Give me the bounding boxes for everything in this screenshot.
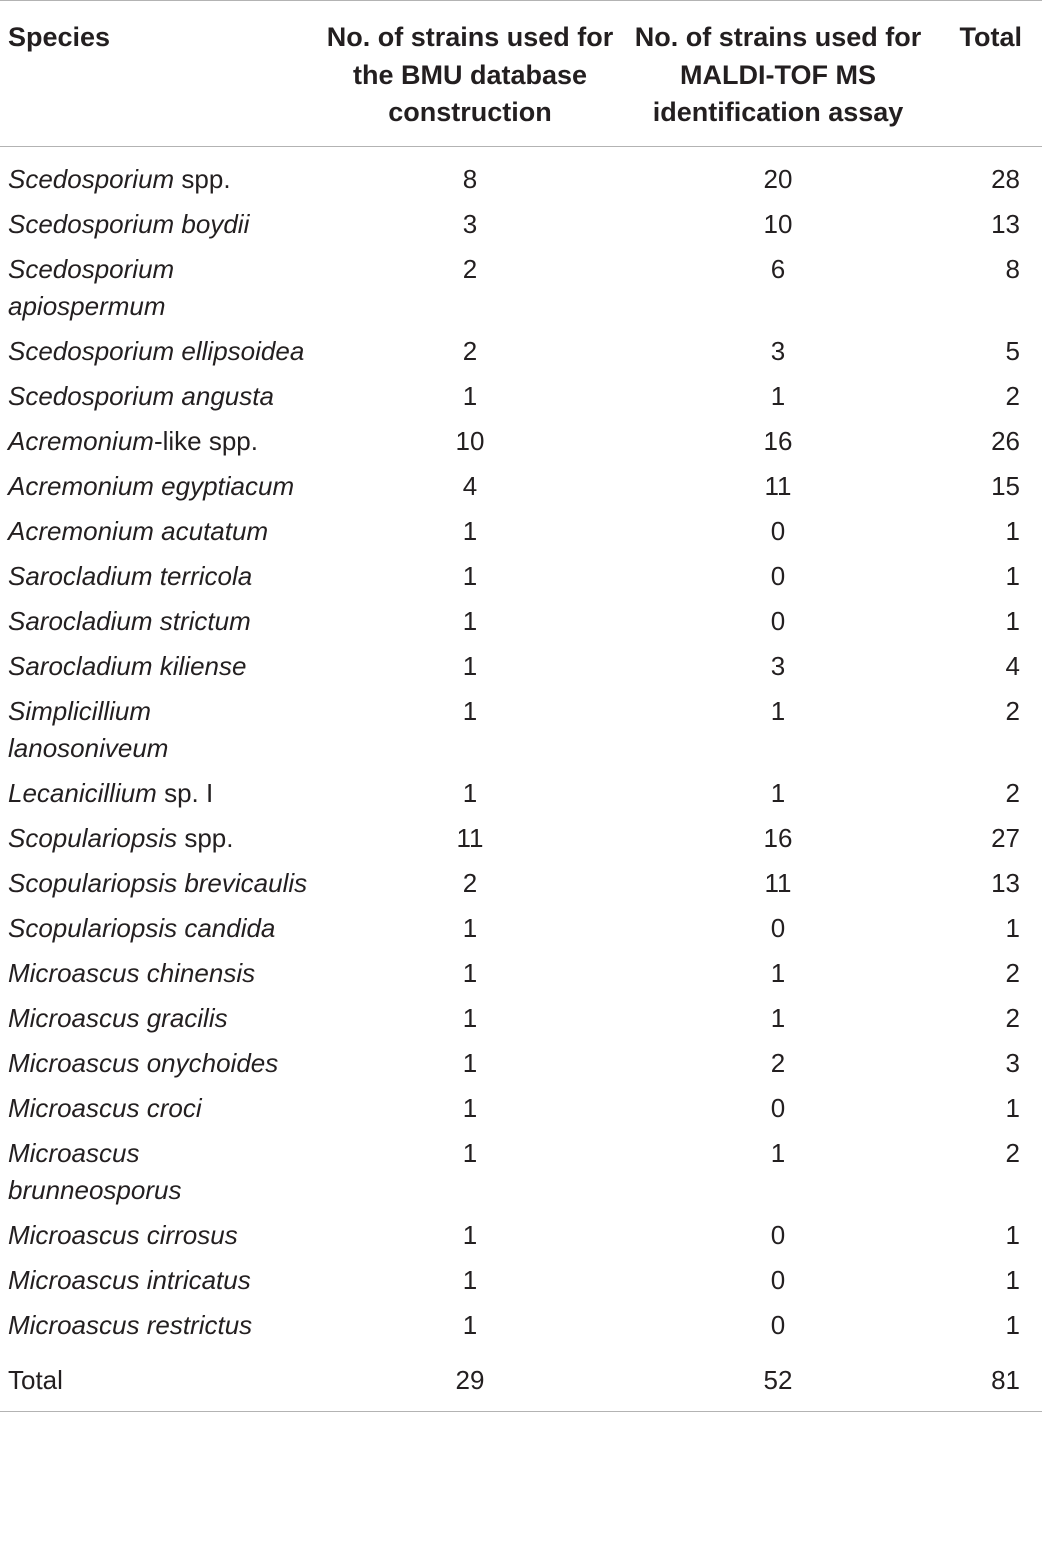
total-maldi: 52 [626,1348,930,1412]
table-row [0,146,1042,202]
bmu-count: 1 [462,695,478,726]
species-name: Acremonium egyptiacum [8,470,295,501]
maldi-count: 6 [770,253,786,284]
table-row [0,1303,1042,1348]
species-name: Scedosporium angusta [8,380,274,411]
maldi-count: 3 [770,335,786,366]
bmu-count: 4 [462,470,478,501]
maldi-count: 1 [770,957,786,988]
species-suffix: sp. I [156,777,214,808]
total-count: 26 [991,425,1020,456]
species-name: Scedosporium apiospermum [8,253,175,321]
table-row [0,1041,1042,1086]
table-row [0,599,1042,644]
maldi-count: 0 [770,560,786,591]
bmu-count: 3 [462,208,478,239]
species-name: Acremonium acutatum [8,515,269,546]
maldi-count: 0 [770,605,786,636]
species-name: Sarocladium strictum [8,605,251,636]
total-count: 1 [1005,1219,1020,1250]
table-row [0,771,1042,816]
total-count: 1 [1005,1092,1020,1123]
header-row [0,1,1042,147]
bmu-count: 1 [462,1309,478,1340]
bmu-count: 1 [462,1047,478,1078]
table-row [0,996,1042,1041]
total-count: 8 [1005,253,1020,284]
total-count: 13 [991,208,1020,239]
bmu-count: 1 [462,380,478,411]
table-row [0,1131,1042,1213]
table-row [0,644,1042,689]
species-cell [0,771,314,816]
table-row [0,861,1042,906]
bmu-count: 1 [462,912,478,943]
species-cell [0,1258,314,1303]
total-count: 4 [1005,650,1020,681]
table-row [0,554,1042,599]
bmu-count: 1 [462,777,478,808]
bmu-count: 1 [462,1137,478,1168]
bmu-count: 1 [462,650,478,681]
species-name: Microascus restrictus [8,1309,253,1340]
total-count: 2 [1005,695,1020,726]
bmu-count: 1 [462,1264,478,1295]
maldi-count: 1 [770,1137,786,1168]
maldi-count: 1 [770,777,786,808]
total-row [0,1348,1042,1412]
species-name: Microascus gracilis [8,1002,228,1033]
table-row [0,419,1042,464]
bmu-count: 1 [462,515,478,546]
table-row [0,509,1042,554]
species-cell [0,146,314,202]
species-name: Microascus brunneosporus [8,1137,182,1205]
species-name: Scedosporium ellipsoidea [8,335,305,366]
bmu-count: 1 [462,1002,478,1033]
table-row [0,247,1042,329]
total-count: 27 [991,822,1020,853]
maldi-count: 0 [770,1309,786,1340]
table-row [0,464,1042,509]
species-cell [0,861,314,906]
bmu-count: 2 [462,335,478,366]
species-name: Microascus croci [8,1092,202,1123]
total-count: 1 [1005,560,1020,591]
bmu-count: 1 [462,1219,478,1250]
maldi-count: 0 [770,1092,786,1123]
total-label: Total [0,1348,314,1412]
total-count: 1 [1005,515,1020,546]
total-count: 3 [1005,1047,1020,1078]
maldi-count: 1 [770,695,786,726]
bmu-count: 10 [455,425,485,456]
total-count: 2 [1005,1002,1020,1033]
header-bmu-strains: No. of strains used for the BMU database construction [314,1,626,147]
species-cell [0,1041,314,1086]
species-cell [0,247,314,329]
species-name: Microascus chinensis [8,957,256,988]
species-cell [0,906,314,951]
species-cell [0,1303,314,1348]
header-species: Species [0,1,314,147]
species-cell [0,464,314,509]
bmu-count: 1 [462,1092,478,1123]
maldi-count: 11 [764,867,792,898]
bmu-count: 1 [462,957,478,988]
total-count: 2 [1005,380,1020,411]
species-cell [0,644,314,689]
table-row [0,951,1042,996]
species-name: Acremonium [8,425,154,456]
bmu-count: 8 [462,163,478,194]
table-row [0,689,1042,771]
total-total: 81 [930,1348,1042,1412]
total-count: 1 [1005,1264,1020,1295]
total-bmu: 29 [314,1348,626,1412]
maldi-count: 1 [770,380,786,411]
table-row [0,202,1042,247]
species-name: Scopulariopsis [8,822,178,853]
maldi-count: 16 [763,822,793,853]
header-maldi-strains: No. of strains used for MALDI-TOF MS identification assay [626,1,930,147]
table-row [0,816,1042,861]
maldi-count: 0 [770,1219,786,1250]
total-count: 2 [1005,957,1020,988]
species-name: Scedosporium boydii [8,208,250,239]
table-footer [0,1348,1042,1412]
species-cell [0,996,314,1041]
table-row [0,329,1042,374]
table-row [0,1258,1042,1303]
bmu-count: 2 [462,253,478,284]
maldi-count: 3 [770,650,786,681]
total-count: 1 [1005,605,1020,636]
species-name: Scopulariopsis candida [8,912,276,943]
species-name: Microascus onychoides [8,1047,279,1078]
species-cell [0,419,314,464]
table-row [0,1086,1042,1131]
total-count: 13 [991,867,1020,898]
maldi-count: 0 [770,1264,786,1295]
bmu-count: 1 [462,560,478,591]
header-total: Total [930,1,1042,147]
species-cell [0,1131,314,1213]
maldi-count: 16 [763,425,793,456]
species-name: Scopulariopsis brevicaulis [8,867,308,898]
table-header [0,1,1042,147]
species-cell [0,509,314,554]
species-cell [0,202,314,247]
total-count: 1 [1005,912,1020,943]
species-cell [0,329,314,374]
total-count: 28 [991,163,1020,194]
species-name: Microascus intricatus [8,1264,251,1295]
species-cell [0,689,314,771]
species-cell [0,1213,314,1258]
bmu-count: 2 [462,867,478,898]
species-suffix: spp. [177,822,234,853]
bmu-count: 11 [456,822,484,853]
total-count: 5 [1005,335,1020,366]
total-count: 15 [991,470,1020,501]
species-name: Scedosporium [8,163,175,194]
table-body [0,146,1042,1348]
species-cell [0,951,314,996]
species-name: Microascus cirrosus [8,1219,238,1250]
total-count: 2 [1005,777,1020,808]
species-name: Lecanicillium [8,777,157,808]
species-name: Sarocladium terricola [8,560,253,591]
maldi-count: 2 [770,1047,786,1078]
species-cell [0,816,314,861]
species-name: Sarocladium kiliense [8,650,247,681]
maldi-count: 10 [763,208,793,239]
total-count: 2 [1005,1137,1020,1168]
species-suffix: -like spp. [153,425,258,456]
species-suffix: spp. [174,163,231,194]
table-row [0,374,1042,419]
maldi-count: 11 [764,470,792,501]
species-name: Simplicillium lanosoniveum [8,695,169,763]
total-count: 1 [1005,1309,1020,1340]
maldi-count: 0 [770,515,786,546]
species-cell [0,374,314,419]
species-cell [0,599,314,644]
maldi-count: 20 [763,163,793,194]
bmu-count: 1 [462,605,478,636]
table-row [0,906,1042,951]
species-cell [0,554,314,599]
table-row [0,1213,1042,1258]
species-cell [0,1086,314,1131]
maldi-count: 1 [770,1002,786,1033]
maldi-count: 0 [770,912,786,943]
